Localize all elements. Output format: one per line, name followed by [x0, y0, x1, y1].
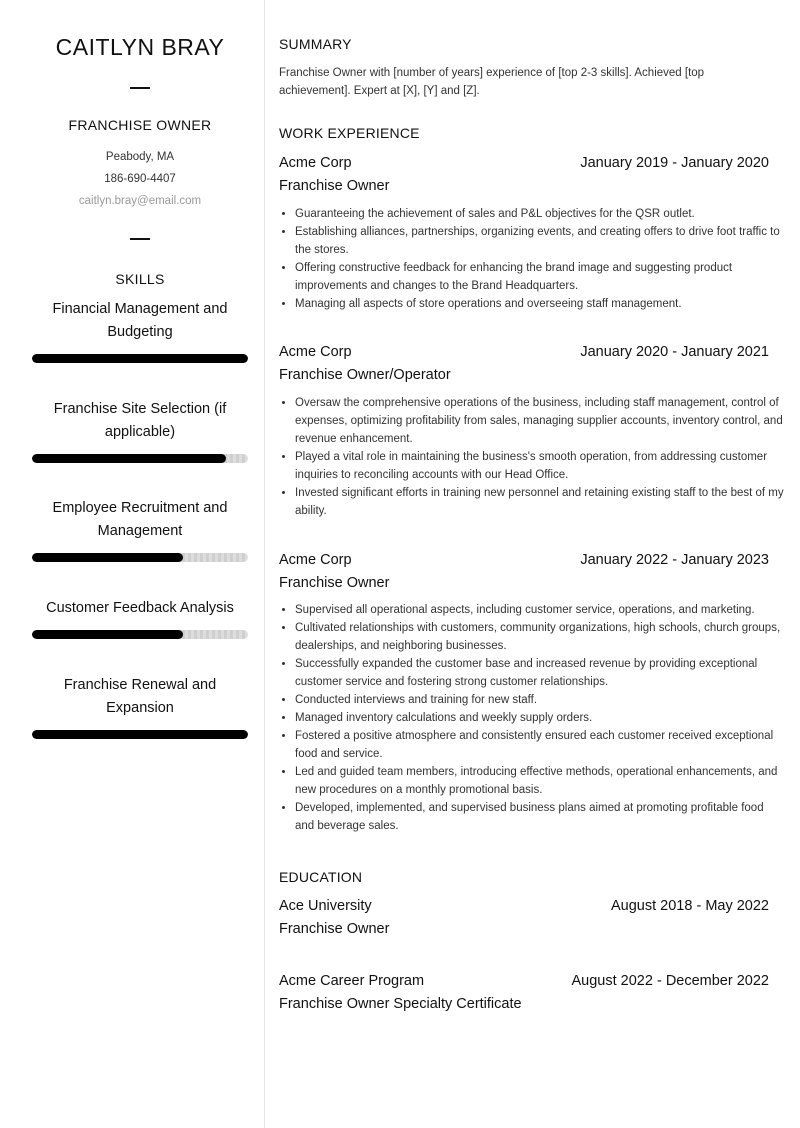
sidebar — [0, 0, 265, 1128]
list-item: • Conducted interviews and training for new staff. — [295, 691, 785, 709]
school-name: Acme Career Program — [279, 973, 425, 989]
skill-level-fill — [32, 454, 226, 463]
skill-item — [32, 497, 248, 562]
list-item: • Offering constructive feedback for enhancing the brand image and suggesting product improvements and changes to the Brand Headquarters. — [295, 259, 785, 295]
education-heading: EDUCATION — [279, 869, 363, 885]
education-header — [279, 898, 769, 920]
degree: Franchise Owner — [279, 921, 390, 937]
skill-level-bar — [32, 630, 248, 639]
skill-level-bar — [32, 553, 248, 562]
skill-name: Franchise Renewal and Expansion — [63, 677, 217, 716]
location: Peabody, MA — [105, 151, 175, 163]
job-role: Franchise Owner — [279, 575, 390, 591]
education-header — [279, 973, 769, 995]
divider — [130, 87, 150, 89]
list-item: • Led and guided team members, introducing effective methods, operational enhancements, and new procedures on a monthly promotional basis. — [295, 763, 785, 799]
job-dates: January 2019 - January 2020 — [580, 155, 769, 171]
candidate-name: CAITLYN BRAY — [55, 34, 225, 60]
summary-text: Franchise Owner with [number of years] experience of [top 2-3 skills]. Achieved [top achievement]. Expert at [X], [Y] and [Z]. — [279, 67, 705, 97]
skill-item — [32, 597, 248, 639]
job-bullets — [279, 205, 785, 313]
job-dates: January 2020 - January 2021 — [580, 344, 769, 360]
company-name: Acme Corp — [279, 552, 352, 568]
email-link[interactable]: caitlyn.bray@email.com — [78, 195, 202, 207]
skill-level-bar — [32, 454, 248, 463]
list-item: • Developed, implemented, and supervised business plans aimed at promoting profitable food and beverage sales. — [295, 799, 785, 835]
company-name: Acme Corp — [279, 155, 352, 171]
list-item: • Managed inventory calculations and weekly supply orders. — [295, 709, 785, 727]
list-item: • Guaranteeing the achievement of sales and P&L objectives for the QSR outlet. — [295, 205, 785, 223]
list-item: • Played a vital role in maintaining the business's smooth operation, from addressing customer inquiries to reconciling accounts with our Head Office. — [295, 448, 785, 484]
summary-heading: SUMMARY — [279, 36, 352, 52]
divider — [130, 238, 150, 240]
education-dates: August 2022 - December 2022 — [571, 973, 769, 989]
skills-heading: SKILLS — [115, 271, 165, 287]
education-dates: August 2018 - May 2022 — [611, 898, 769, 914]
list-item: • Establishing alliances, partnerships, organizing events, and creating offers to drive foot traffic to the stores. — [295, 223, 785, 259]
job-header — [279, 344, 769, 366]
skill-level-bar — [32, 730, 248, 739]
list-item: • Oversaw the comprehensive operations of the business, including staff management, control of expenses, optimizing profitability from sales, managing supplier accounts, inventory control, and revenue enhancement. — [295, 394, 785, 448]
experience-heading: WORK EXPERIENCE — [279, 125, 420, 141]
job-header — [279, 552, 769, 574]
company-name: Acme Corp — [279, 344, 352, 360]
list-item: • Fostered a positive atmosphere and consistently ensured each customer received exceptional food and service. — [295, 727, 785, 763]
job-bullets — [279, 394, 785, 520]
skill-level-fill — [32, 553, 183, 562]
list-item: • Successfully expanded the customer base and increased revenue by providing exceptional customer service and fostering strong customer relationships. — [295, 655, 785, 691]
list-item: • Invested significant efforts in training new personnel and retaining existing staff to the best of my ability. — [295, 484, 785, 520]
skill-item — [32, 298, 248, 363]
skill-name: Franchise Site Selection (if applicable) — [53, 401, 227, 440]
job-bullets — [279, 601, 785, 835]
school-name: Ace University — [279, 898, 372, 914]
skill-level-fill — [32, 730, 248, 739]
skill-level-fill — [32, 630, 183, 639]
list-item: • Managing all aspects of store operations and overseeing staff management. — [295, 295, 785, 313]
job-role: Franchise Owner/Operator — [279, 367, 451, 383]
list-item: • Supervised all operational aspects, including customer service, operations, and marketing. — [295, 601, 785, 619]
skill-item — [32, 398, 248, 463]
degree: Franchise Owner Specialty Certificate — [279, 996, 522, 1012]
candidate-title: FRANCHISE OWNER — [68, 117, 212, 133]
skill-name: Employee Recruitment and Management — [52, 500, 228, 539]
job-role: Franchise Owner — [279, 178, 390, 194]
skill-name: Customer Feedback Analysis — [46, 600, 234, 616]
phone: 186-690-4407 — [104, 173, 176, 185]
skill-level-bar — [32, 354, 248, 363]
job-header — [279, 155, 769, 177]
job-dates: January 2022 - January 2023 — [580, 552, 769, 568]
skill-level-fill — [32, 354, 248, 363]
skill-item — [32, 674, 248, 739]
list-item: • Cultivated relationships with customers, community organizations, high schools, church groups, dealerships, and neighboring businesses. — [295, 619, 785, 655]
skill-name: Financial Management and Budgeting — [52, 301, 228, 340]
